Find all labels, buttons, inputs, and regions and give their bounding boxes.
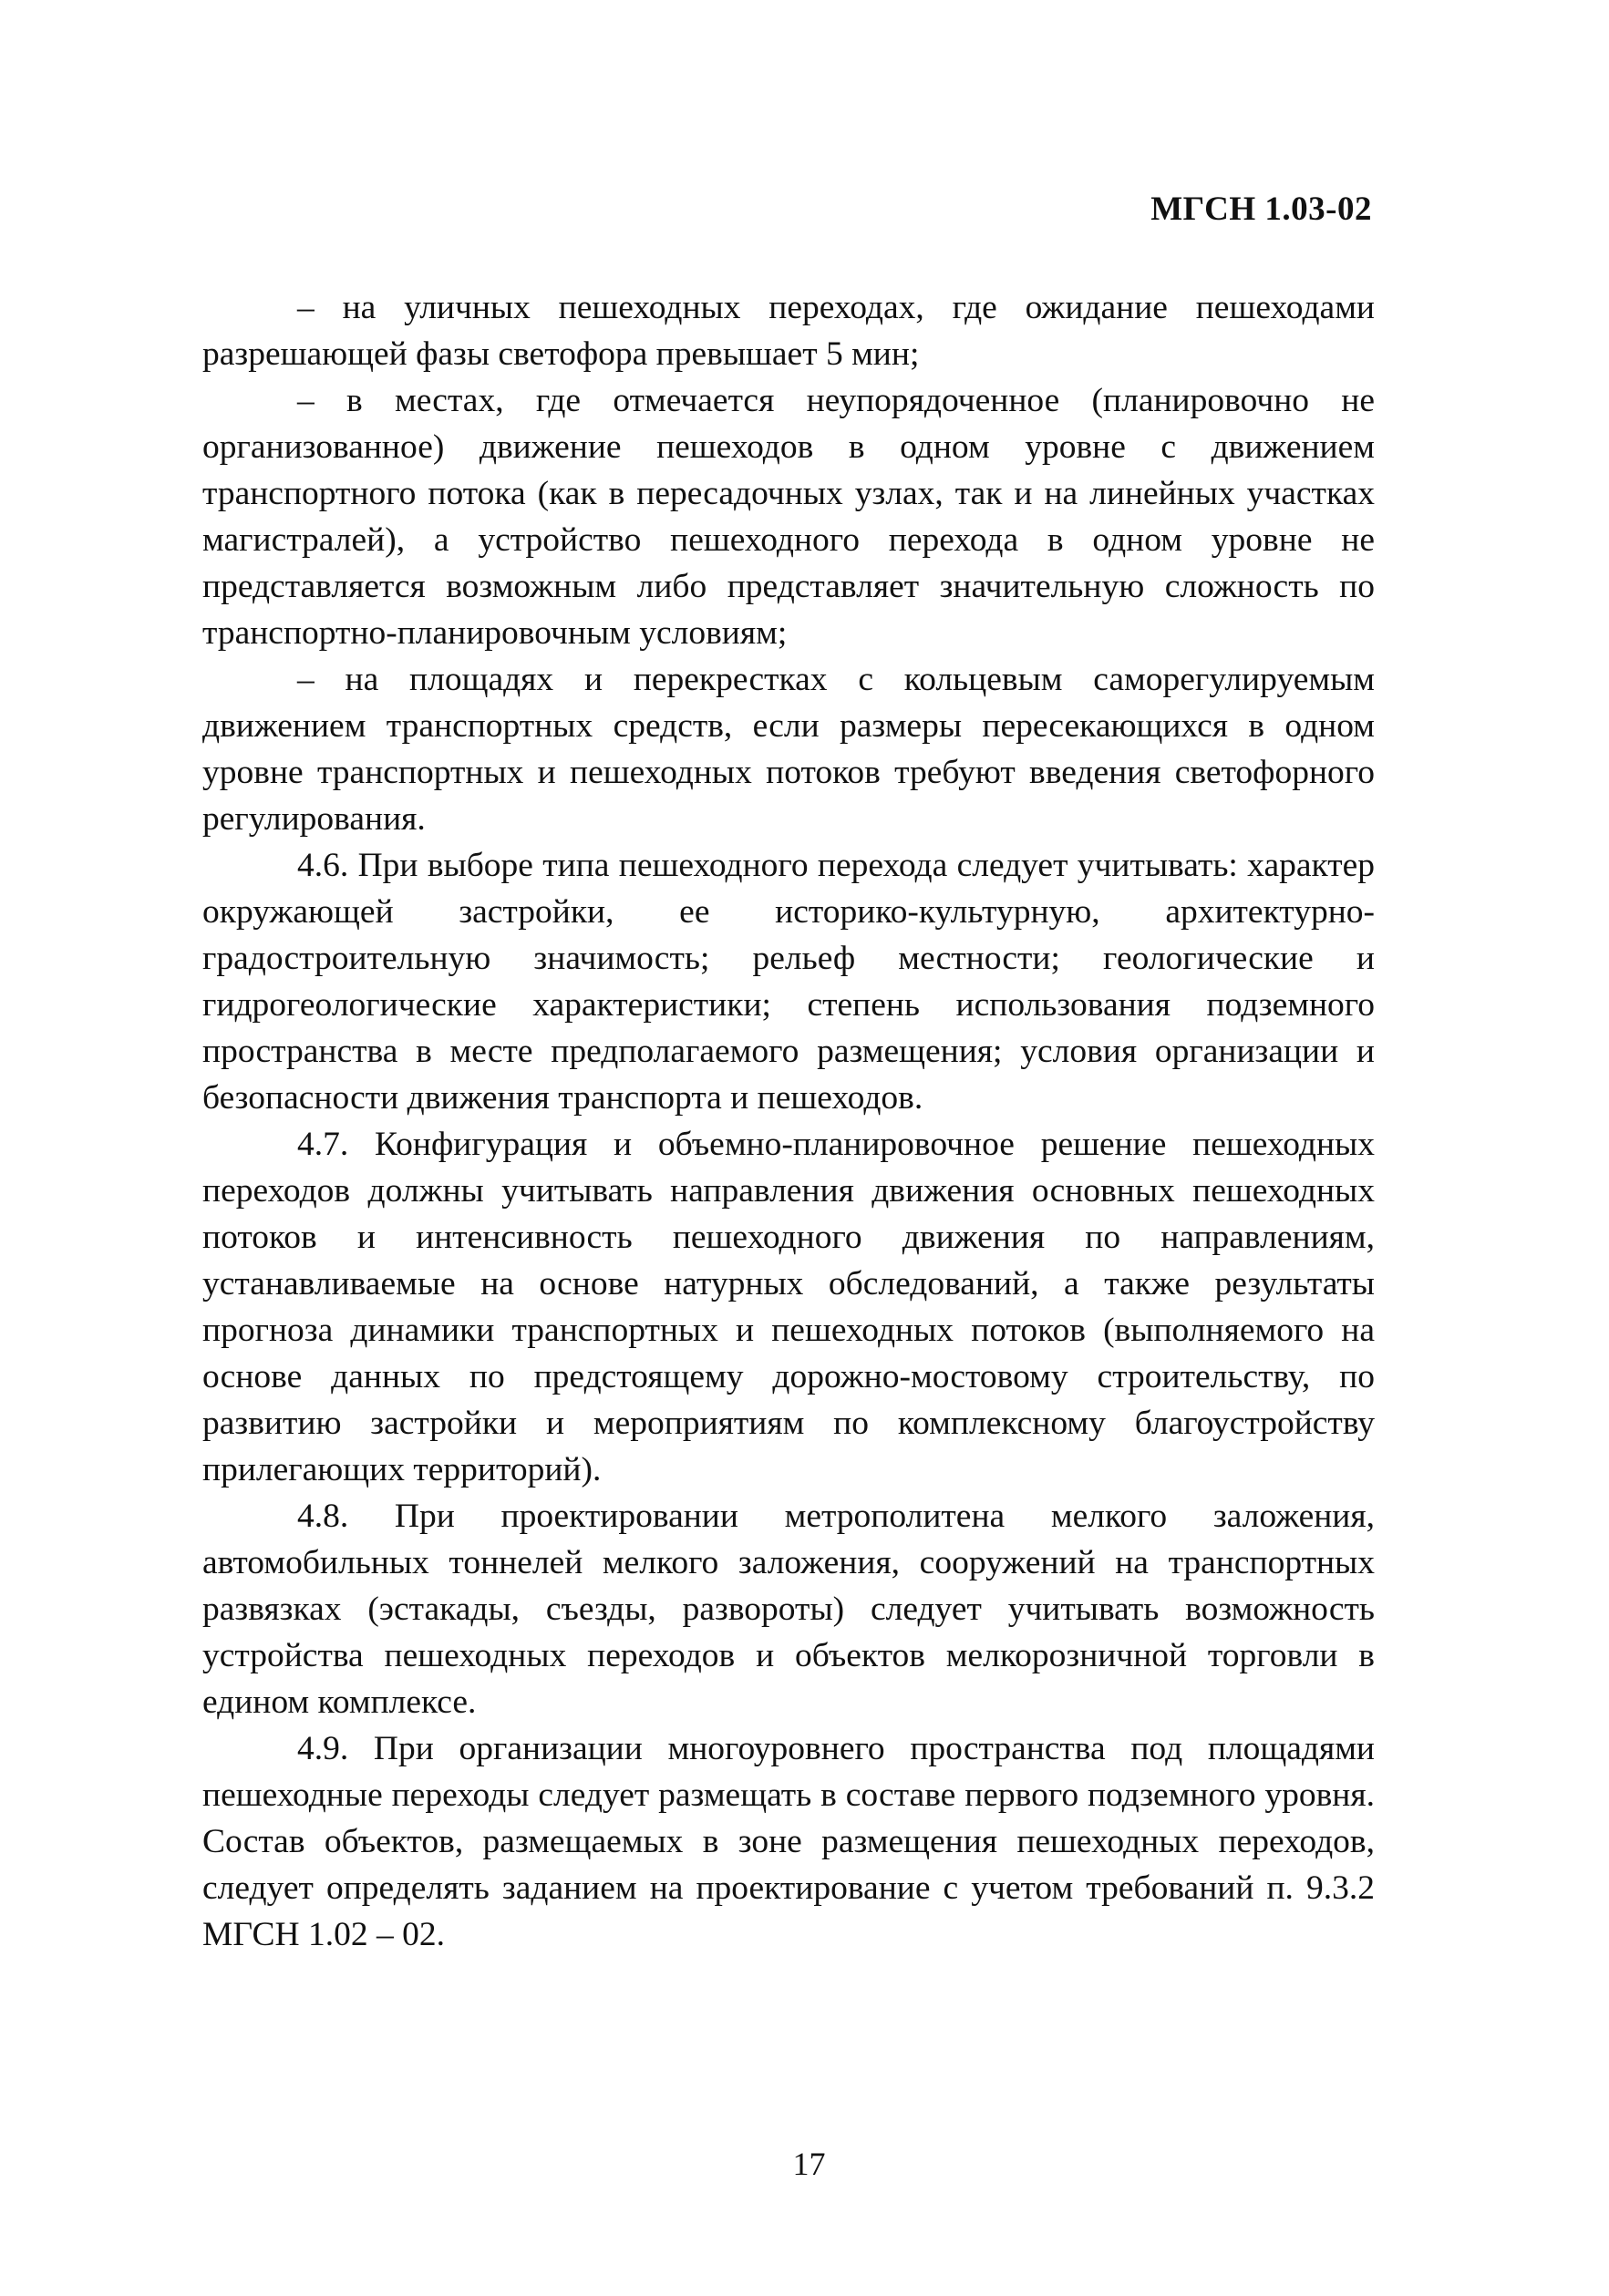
paragraph-bullet-unorganized-traffic: – в местах, где отмечается неупорядоченное (планировочно не организованное) движение пешеходов в одном уровне с движением транспортного потока (как в пересадочных узлах, так и на линейных участках магистралей), а устройство пешеходного перехода в одном уровне не представляется возможным либо представляет значительную сложность по транспортно-планировочным условиям; xyxy=(202,382,1375,652)
paragraph-bullet-crossings: – на уличных пешеходных переходах, где ожидание пешеходами разрешающей фазы светофора превышает 5 мин; xyxy=(202,289,1375,373)
document-code: МГСН 1.03-02 xyxy=(1150,190,1372,228)
paragraph-4-8: 4.8. При проектировании метрополитена мелкого заложения, автомобильных тоннелей мелкого заложения, сооружений на транспортных развязках (эстакады, съезды, развороты) следует учитывать возможность устройства пешеходных переходов и объектов мелкорозничной торговли в едином комплексе. xyxy=(202,1498,1375,1721)
paragraph-4-9: 4.9. При организации многоуровнего пространства под площадями пешеходные переходы следует размещать в составе первого подземного уровня. Состав объектов, размещаемых в зоне размещения пешеходных переходов, следует определять заданием на проектирование с учетом требований п. 9.3.2 МГСН 1.02 – 02. xyxy=(202,1730,1375,1953)
paragraph-bullet-squares: – на площадях и перекрестках с кольцевым саморегулируемым движением транспортных средств, если размеры пересекающихся в одном уровне транспортных и пешеходных потоков требуют введения светофорного регулирования. xyxy=(202,661,1375,838)
paragraph-4-6: 4.6. При выборе типа пешеходного перехода следует учитывать: характер окружающей застройки, ее историко-культурную, архитектурно-градостроительную значимость; рельеф местности; геологические и гидрогеологические характеристики; степень использования подземного пространства в месте предполагаемого размещения; условия организации и безопасности движения транспорта и пешеходов. xyxy=(202,847,1375,1117)
page-number: 17 xyxy=(792,2146,826,2182)
document-body xyxy=(202,284,1375,1958)
paragraph-4-7: 4.7. Конфигурация и объемно-планировочное решение пешеходных переходов должны учитывать направления движения основных пешеходных потоков и интенсивность пешеходного движения по направлениям, устанавливаемые на основе натурных обследований, а также результаты прогноза динамики транспортных и пешеходных потоков (выполняемого на основе данных по предстоящему дорожно-мостовому строительству, по развитию застройки и мероприятиям по комплексному благоустройству прилегающих территорий). xyxy=(202,1126,1375,1488)
